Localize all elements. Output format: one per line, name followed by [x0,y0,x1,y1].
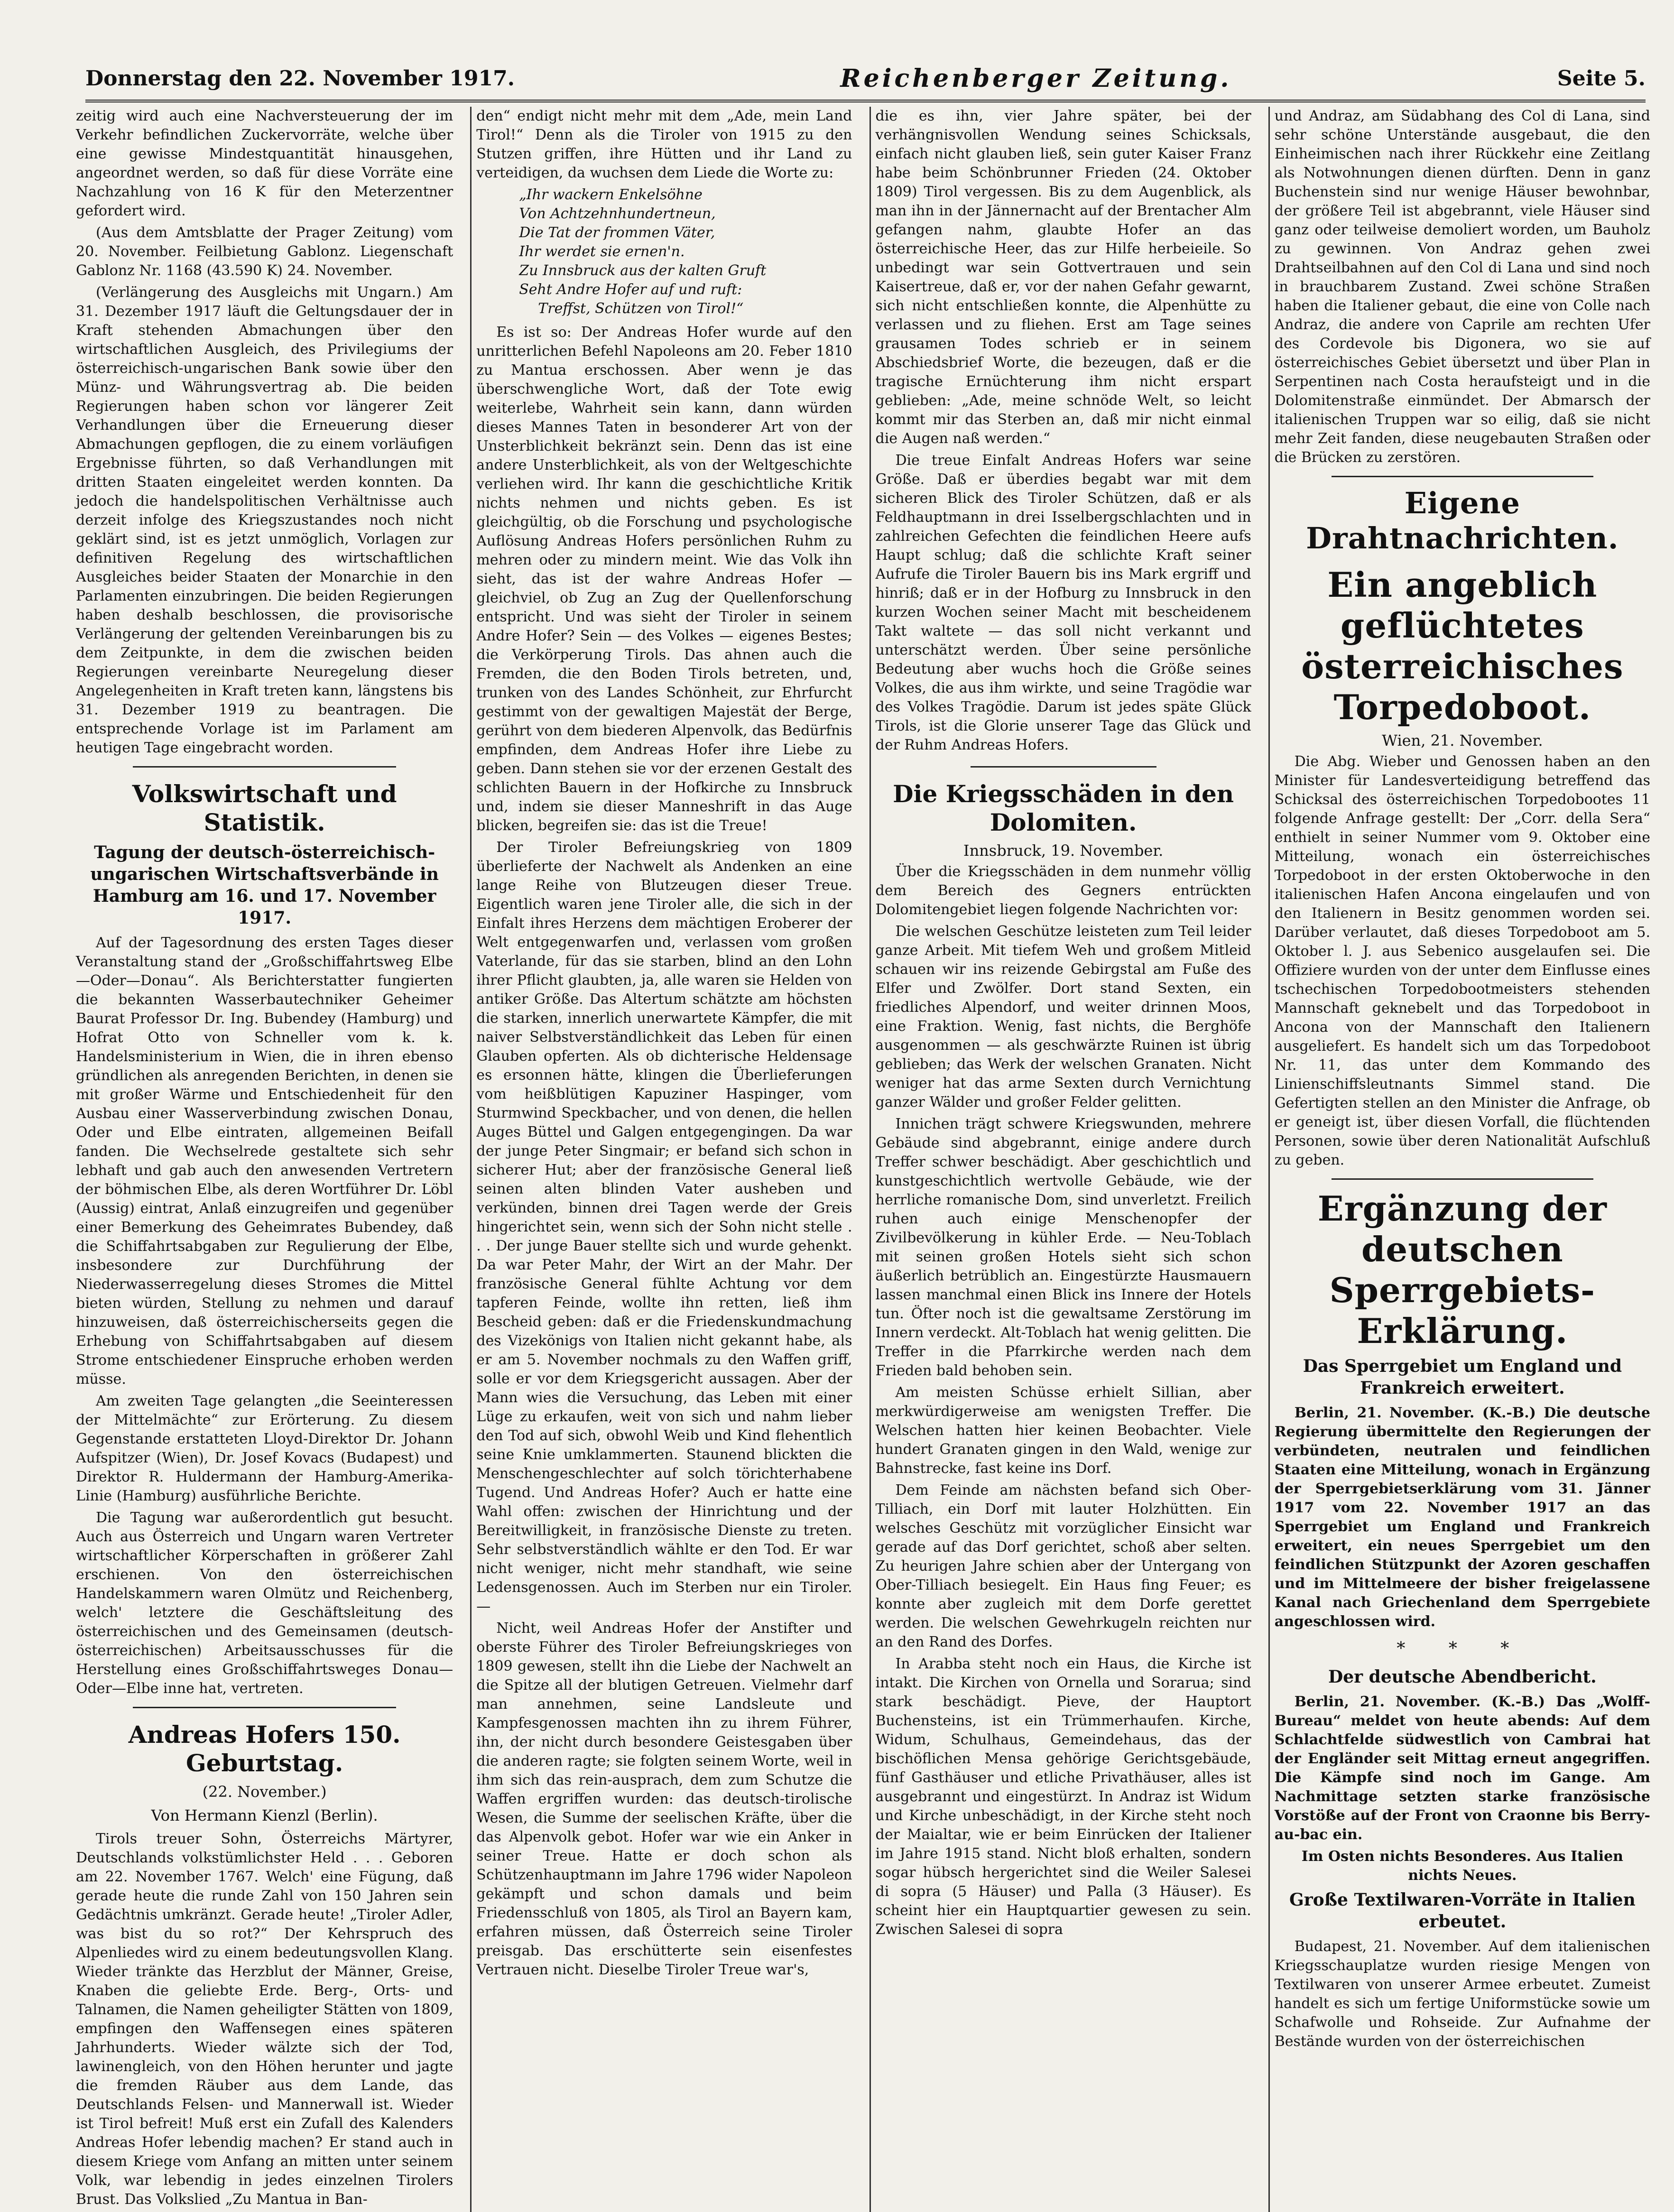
poem-line: Zu Innsbruck aus der kalten Gruft [519,262,767,279]
paragraph: zeitig wird auch eine Nachversteuerung der im Verkehr befindlichen Zuckervorräte, welche über eine gewisse Mindestquantität hinausgehen, angeordnet werden, so daß für diese Vorräte eine Nachzahlung von 16 K für den Meterzentner gefordert wird. [76,108,453,219]
paragraph: Berlin, 21. November. (K.-B.) Das „Wolff-Bureau“ meldet von heute abends: Auf dem Schlachtfelde südwestlich von Cambrai hat der Engländer seit Mittag erneut angegriffen. Die Kämpfe sind noch im Gange. Am Nachmittage setzten starke französische Vorstöße auf der Front von Craonne bis Berry-au-bac ein. [1274,1694,1650,1843]
divider [1332,476,1593,477]
article-title: Andreas Hofers 150. Geburtstag. [128,1721,401,1777]
column-2 [470,107,857,2212]
poem-line: Ihr werdet sie ernen'n. [519,243,685,260]
paragraph: Der Tiroler Befreiungskrieg von 1809 überlieferte der Nachwelt als Andenken an eine lange Reihe von Blutzeugen dieser Treue. Eigentlich waren jene Tiroler alle, die sich in der Einfalt ihres Herzens dem mächtigen Eroberer der Welt entgegenwarfen und, verlassen vom großen Vaterlande, für das sie starben, blind an den Lohn ihrer Pflicht glaubten, ja, alle waren sie Helden von antiker Größe. Das Altertum schätzte am höchsten die starken, innerlich unerwartete Kämpfer, die mit naiver Selbstverständlichkeit das Leben für einen Glauben opferten. Als ob dichterische Heldensage es ersonnen hätte, klingen die Überlieferungen vom heißblütigen Kapuziner Haspinger, vom Sturmwind Speckbacher, und von denen, die hellen Auges Büttel und Galgen entgegengingen. Da war der junge Peter Singmair; er befand sich schon in sicherer Hut; aber der französische General ließ seinen alten blinden Vater ausheben und verkünden, binnen drei Tagen werde der Greis hingerichtet sein, wenn sich der Sohn nicht stelle . . . Der junge Bauer stellte sich und wurde gehenkt. Da war Peter Mahr, der Wirt an der Mahr. Der französische General fühlte Achtung vor dem tapferen Feinde, wollte ihn retten, ließ ihm Bescheid geben: daß er die Friedenskundmachung des Vizekönigs von Italien nicht gekannt habe, als er am 5. November nochmals zu den Waffen griff, solle er vor dem Kriegsgericht aussagen. Aber der Mann wies die Versuchung, das Leben mit einer Lüge zu erkaufen, weit von sich und nahm lieber den Tod auf sich, obwohl Weib und Kind flehentlich seine Knie umklammerten. Staunend blickten die Menschengeschlechter auf solch törichterhabene Tugend. Und Andreas Hofer? Auch er hatte eine Wahl offen: zwischen der Hinrichtung und der Bereitwilligkeit, in französische Dienste zu treten. Sehr selbstverständlich wählte er den Tod. Er war nicht weniger, nicht mehr standhaft, wie seine Ledensgenossen. Auch im Sterben nur ein Tiroler. — [476,839,852,1615]
column-3 [869,107,1256,2212]
divider [1332,1178,1593,1180]
paragraph: und Andraz, am Südabhang des Col di Lana, sind sehr schöne Unterstände ausgebaut, die den Einheimischen nach ihrer Rückkehr eine Zeitlang als Notwohnungen dienen dürften. Denn in ganz Buchenstein sind nur wenige Häuser bewohnbar, der größere Teil ist abgebrannt, viele Häuser sind ganz oder teilweise demoliert worden, um Bauholz zu gewinnen. Von Andraz gehen zwei Drahtseilbahnen auf den Col di Lana und sind noch in brauchbarem Zustand. Zwei schöne Straßen haben die Italiener gebaut, die eine von Colle nach Andraz, die andere von Caprile am rechten Ufer des Cordevole bis Digonera, wo sie auf österreichisches Gebiet übersetzt und über Plan in Serpentinen nach Costa heraufsteigt und in die Dolomitenstraße einmündet. Der Abmarsch der italienischen Truppen war so eilig, daß sie nicht mehr Zeit fanden, diese neugebauten Straßen oder die Brücken zu zerstören. [1274,108,1650,466]
paragraph: Die Abg. Wieber und Genossen haben an den Minister für Landesverteidigung betreffend das Schicksal des österreichischen Torpedobootes 11 folgende Anfrage gestellt: Der „Corr. della Sera“ enthielt in seiner Nummer vom 9. Oktober eine Mitteilung, wonach ein österreichisches Torpedoboot in der ersten Oktoberwoche in den italienischen Hafen Ancona eingelaufen und von den Italienern in Besitz genommen worden sei. Darüber verlautet, daß dieses Torpedoboot am 5. Oktober l. J. aus Sebenico ausgelaufen sei. Die Offiziere wurden von der unter dem Einflusse eines tschechischen Torpedobootmeisters stehenden Mannschaft geknebelt und das Torpedoboot in Ancona von der Mannschaft den Italienern ausgeliefert. Es handelt sich um das Torpedoboot Nr. 11, das unter dem Kommando des Linienschiffsleutnants Simmel stand. Die Gefertigten stellen an den Minister die Anfrage, ob er geneigt ist, über diesen Vorfall, die flüchtenden Personen, sowie über deren Nationalität Aufschluß zu geben. [1274,753,1650,1168]
page-header [85,57,1646,102]
paragraph: In Arabba steht noch ein Haus, die Kirche ist intakt. Die Kirchen von Ornella und Sorarua; sind stark beschädigt. Pieve, der Hauptort Buchensteins, ist ein Trümmerhaufen. Kirche, Widum, Schulhaus, Gemeindehaus, das der bischöflichen Mensa gehörige Gerichtsgebäude, fünf Gasthäuser und etliche Privathäuser, alles ist ausgebrannt und eingestürzt. In Andraz ist Widum und Kirche unbeschädigt, in der Kirche steht noch der Maialtar, wie er beim Einrücken der Italiener im Jahre 1915 stand. Nicht bloß erhalten, sondern sogar hübsch hergerichtet sind die Weiler Salesei di sopra (5 Häuser) und Palla (3 Häuser). Es scheint hier ein Hauptquartier gewesen zu sein. Zwischen Salesei di sopra [875,1656,1251,1938]
divider [971,766,1156,768]
article-byline: Von Hermann Kienzl (Berlin). [151,1806,378,1824]
article-subtitle: Das Sperrgebiet um England und Frankreich erweitert. [1303,1356,1622,1398]
paragraph: Auf der Tagesordnung des ersten Tages dieser Veranstaltung stand der „Großschiffahrtsweg Elbe—Oder—Donau“. Als Berichterstatter fungierten die bekannten Wasserbautechniker Geheimer Baurat Professor Dr. Ing. Bubendey (Hamburg) und Hofrat Otto von Schneller vom k. k. Handelsministerium in Wien, die in ihren ebenso gründlichen als anregenden Berichten, in denen sie mit großer Wärme und Entschiedenheit für den Ausbau einer Wasserverbindung zwischen Donau, Oder und Elbe eintraten, allgemeinen Beifall fanden. Die Wechselrede gestaltete sich sehr lebhaft und gab auch den anwesenden Vertretern der böhmischen Elbe, als deren Wortführer Dr. Löbl (Aussig) eintrat, Anlaß einzugreifen und gegenüber einer Bemerkung des Geheimrates Bubendey, daß die Schiffahrtsabgaben zur Regulierung der Elbe, insbesondere zur Durchführung der Niederwasserregelung dieses Stromes die Mittel bieten würden, Stellung zu nehmen und darauf hinzuweisen, daß österreichischerseits gegen die Erhebung von Schiffahrtsabgaben auf diesem Strome entschiedener Einspruche erhoben werden müsse. [76,935,453,1388]
paragraph: Am zweiten Tage gelangten „die Seeinteressen der Mittelmächte“ zur Erörterung. Zu diesem Gegenstande erstatteten Lloyd-Direktor Dr. Johann Aufspitzer (Wien), Dr. Josef Kovacs (Budapest) und Direktor R. Huldermann der Hamburg-Amerika-Linie (Hamburg) ausführliche Berichte. [76,1393,453,1504]
paragraph: Budapest, 21. November. Auf dem italienischen Kriegsschauplatze wurden riesige Mengen von Textilwaren von unserer Armee erbeutet. Zumeist handelt es sich um fertige Uniformstücke sowie um Schafwolle und Rohseide. Zur Aufnahme der Bestände wurden von der österreichischen [1274,1938,1650,2050]
paragraph: Am meisten Schüsse erhielt Sillian, aber merkwürdigerweise am wenigsten Treffer. Die Welschen hatten hier keinen Beobachter. Viele hundert Granaten gingen in den Wald, wenige zur Bahnstrecke, fast keine ins Dorf. [875,1384,1251,1477]
paragraph: Berlin, 21. November. (K.-B.) Die deutsche Regierung übermittelte den Regierungen der verbündeten, neutralen und feindlichen Staaten eine Mitteilung, wonach in Ergänzung der Sperrgebietserklärung vom 31. Jänner 1917 vom 22. November 1917 an das Sperrgebiet um England und Frankreich erweitert, ein neues Sperrgebiet um den feindlichen Stützpunkt der Azoren geschaffen und im Mittelmeere der bisher freigelassene Kanal nach Griechenland dem Sperrgebiete angeschlossen wird. [1274,1405,1650,1630]
paragraph: Im Osten nichts Besonderes. Aus Italien nichts Neues. [1301,1848,1623,1884]
article-title: Die Kriegsschäden in den Dolomiten. [893,780,1234,836]
article-title: Ein angeblich geflüchtetes österreichisches Torpedoboot. [1301,565,1624,727]
paragraph: Es ist so: Der Andreas Hofer wurde auf den unritterlichen Befehl Napoleons am 20. Feber 1810 zu Mantua erschossen. Aber wenn je das überschwengliche Wort, daß der Tote ewig weiterlebe, Wahrheit sein kann, dann würden dieses Mannes Taten in besonderer Art von der Unsterblichkeit bekränzt sein. Denn das ist eine andere Unsterblichkeit, als von der Weltgeschichte verliehen wird. Ihr kann die geschichtliche Kritik nichts nehmen und nichts geben. Es ist gleichgültig, ob die Forschung und psychologische Auflösung Andreas Hofers persönlichen Ruhm zu mehren oder zu mindern meint. Wie das Volk ihn sieht, das ist der wahre Andreas Hofer — gleichviel, ob Zug an Zug der Quellenforschung entspricht. Und was sieht der Tiroler in seinem Andre Hofer? Sein — des Volkes — eigenes Bestes; die Verkörperung Tirols. Das ahnen auch die Fremden, die den Boden Tirols betreten, und, trunken von des Landes Schönheit, zur Ehrfurcht gestimmt von der gewaltigen Majestät der Berge, gerührt von dem biederen Alpenvolk, das Bedürfnis empfinden, dem Andreas Hofer ihre Liebe zu geben. Dann stehen sie vor der erzenen Gestalt des schlichten Bauern in der Hofkirche zu Innsbruck und, indem sie dieser Manneshrift in das Auge blicken, begreifen sie: das ist die Treue! [476,324,852,834]
article-title: Ergänzung der deutschen Sperrgebiets-Erklärung. [1317,1188,1607,1351]
paragraph: Die welschen Geschütze leisteten zum Teil leider ganze Arbeit. Mit tiefem Weh und großem Mitleid schauen wir ins reizende Gebirgstal am Fuße des Elfer und Zwölfer. Dort stand Sexten, ein friedliches Alpendorf, und weiter drinnen Moos, eine Fraktion. Wenig, fast nichts, die Berghöfe ausgenommen — als geschwärzte Ruinen ist übrig geblieben; das Werk der welschen Granaten. Nicht weniger hat das arme Sexten durch Vernichtung ganzer Wälder und großer Felder gelitten. [875,923,1251,1111]
paragraph: Innichen trägt schwere Kriegswunden, mehrere Gebäude sind abgebrannt, einige andere durch Treffer schwer beschädigt. Aber geschichtlich und kunstgeschichtlich wertvolle Gebäude, wie der herrliche romanische Dom, sind unverletzt. Freilich ruhen auch einige Menschenopfer der Zivilbevölkerung in kühler Erde. — Neu-Toblach mit seinen großen Hotels sieht sich schon äußerlich betrüblich an. Eingestürzte Hausmauern lassen manchmal einen Blick ins Innere der Hotels tun. Öfter noch ist die gewaltsame Zerstörung im Innern verdeckt. Alt-Toblach hat wenig gelitten. Die Treffer in die Pfarrkirche werden nach dem Frieden bald behoben sein. [875,1116,1251,1379]
article-title: Der deutsche Abendbericht. [1328,1667,1597,1687]
poem-line: Seht Andre Hofer auf und ruft: [519,281,742,298]
paragraph: Die treue Einfalt Andreas Hofers war seine Größe. Daß er überdies begabt war mit dem sicheren Blick des Tiroler Schützen, daß er als Feldhauptmann in drei Isselbergschlachten und in zahlreichen Gefechten die feindlichen Heere aufs Haupt schlug; daß die schlichte Kraft seiner Aufrufe die Tiroler Bauern bis ins Mark ergriff und hinriß; daß er in der Hofburg zu Innsbruck in den kurzen Wochen seiner Macht mit bescheidenem Takt waltete — das soll nicht verkannt und unterschätzt werden. Über seine persönliche Bedeutung aber wuchs hoch die Größe seines Volkes, die aus ihm wirkte, und seine Tragödie war des Volkes Tragödie. Darum ist jedes späte Glück Tirols, ist die Glorie unserer Tage das Glück und der Ruhm Andreas Hofers. [875,452,1251,753]
poem-line: „Ihr wackern Enkelsöhne [519,186,703,203]
paragraph: Über die Kriegsschäden in dem nunmehr völlig dem Bereich des Gegners entrückten Dolomitengebiet liegen folgende Nachrichten vor: [875,863,1251,918]
paragraph: Dem Feinde am nächsten befand sich Ober-Tilliach, ein Dorf mit lauter Holzhütten. Ein welsches Geschütz mit vorzüglicher Einsicht war gerade auf das Dorf gerichtet, schoß aber selten. Zu heurigen Jahre schien aber der Untergang von Ober-Tilliach besiegelt. Ein Haus fing Feuer; es konnte aber zugleich mit dem Dorfe gerettet werden. Die welschen Gewehrkugeln reichten nur an den Rand des Dorfes. [875,1482,1251,1650]
poem [519,185,852,318]
article-title: Tagung der deutsch-österreichisch-ungarischen Wirtschaftsverbände in Hamburg am 16. und 17. November 1917. [90,842,439,928]
paragraph: den“ endigt nicht mehr mit dem „Ade, mein Land Tirol!“ Denn als die Tiroler von 1915 zu den Stutzen griffen, ihre Hütten und ihr Land zu verteidigen, da wuchsen dem Liede die Worte zu: [476,108,852,181]
page-number: Seite 5. [1557,66,1646,91]
paragraph: (Aus dem Amtsblatte der Prager Zeitung) vom 20. November. Feilbietung Gablonz. Liegenschaft Gablonz Nr. 1168 (43.590 K) 24. November. [76,224,453,279]
paragraph: die es ihn, vier Jahre später, bei der verhängnisvollen Wendung seines Schicksals, einfach nicht glauben ließ, sein guter Kaiser Franz habe beim Schönbrunner Frieden (24. Oktober 1809) Tirol vergessen. Bis zu dem Augenblick, als man ihn in der Jännernacht auf der Brentacher Alm gefangen nahm, glaubte Hofer an das österreichische Heer, das zur Hilfe herbeieile. So unbedingt war sein Gottvertrauen und sein Kaisertreue, daß er, vor der nahen Gefahr gewarnt, sich nicht entschließen konnte, die Alpenhütte zu verlassen und zu fliehen. Erst am Tage seines grausamen Todes schrieb er in seinem Abschiedsbrief Worte, die bezeugen, daß er die tragische Ernüchterung ihm nicht erspart geblieben: „Ade, meine schnöde Welt, so leicht kommt mir das Sterben an, daß mir nicht einmal die Augen naß werden.“ [875,108,1251,447]
dateline: Innsbruck, 19. November. [963,842,1164,860]
section-title: Volkswirtschaft und Statistik. [132,780,397,836]
poem-line: Treffst, Schützen von Tirol!“ [538,300,744,317]
divider [133,766,396,768]
paragraph: (Verlängerung des Ausgleichs mit Ungarn.) Am 31. Dezember 1917 läuft die Geltungsdauer der in Kraft stehenden Abmachungen über den wirtschaftlichen Ausgleich, des Privilegiums der österreichisch-ungarischen Bank sowie über den Münz- und Währungsvertrag ab. Die beiden Regierungen haben schon vor längerer Zeit Verhandlungen über die Erneuerung dieser Abmachungen gepflogen, die zu einem vorläufigen Ergebnisse führten, so daß Verhandlungen mit dritten Staaten eingeleitet werden konnten. Da jedoch die handelspolitischen Verhältnisse auch derzeit infolge des Kriegszustandes noch nicht geklärt sind, ist es jetzt unmöglich, Vorlagen zur definitiven Regelung des wirtschaftlichen Ausgleiches beider Staaten der Monarchie in den Parlamenten einzubringen. Die beiden Regierungen haben deshalb beschlossen, die provisorische Verlängerung der geltenden Vereinbarungen bis zu dem Zeitpunkte, in dem die zwischen beiden Regierungen vereinbarte Neuregelung dieser Angelegenheiten in Kraft treten kann, längstens bis 31. Dezember 1919 zu beantragen. Die entsprechende Vorlage ist im Parlament am heutigen Tage eingebracht worden. [76,284,453,756]
column-4 [1268,107,1655,2212]
paragraph: Nicht, weil Andreas Hofer der Anstifter und oberste Führer des Tiroler Befreiungskrieges von 1809 gewesen, stellt ihn die Liebe der Nachwelt an die Spitze all der blutigen Getreuen. Vielmehr darf man annehmen, seine Landsleute und Kampfesgenossen machten ihn zu ihrem Führer, ihn, der nicht durch besondere Geistesgaben über die anderen ragte; sie folgten seinem Worte, weil in ihm sich das rein-ausprach, dem zum Schutze die Waffen ergriffen wurden: das deutsch-tirolische Wesen, die Summe der seelischen Kräfte, über die das Alpenvolk gebot. Hofer war wie ein Anker in seiner Treue. Hatte er doch schon als Schützenhauptmann im Jahre 1796 wider Napoleon gekämpft und schon damals und beim Friedensschluß von 1805, als Tirol an Bayern kam, erfahren müssen, daß Österreich seine Tiroler preisgab. Das erschütterte sein eisenfestes Vertrauen nicht. Dieselbe Tiroler Treue war's, [476,1620,852,1978]
column-1 [71,107,458,2212]
poem-line: Die Tat der frommen Väter, [519,224,715,241]
section-title: Eigene Drahtnachrichten. [1306,486,1619,555]
divider [133,1707,396,1708]
poem-line: Von Achtzehnhundertneun, [519,205,716,222]
dateline: Wien, 21. November. [1382,731,1543,750]
paragraph: Die Tagung war außerordentlich gut besucht. Auch aus Österreich und Ungarn waren Vertreter wirtschaftlicher Körperschaften in größerer Zahl erschienen. Von den österreichischen Handelskammern waren Olmütz und Reichenberg, welch' letztere die Geschäftsleitung des österreichischen und des Gemeinsamen (deutsch-österreichischen) Arbeitsausschusses für die Herstellung eines Großschiffahrtsweges Donau—Oder—Elbe inne hat, vertreten. [76,1509,453,1697]
paragraph: Tirols treuer Sohn, Österreichs Märtyrer, Deutschlands volkstümlichster Held . . . Geboren am 22. November 1767. Welch' eine Fügung, daß gerade heute die runde Zahl von 150 Jahren sein Gedächtnis umkränzt. Gerade heute! „Tiroler Adler, was bist du so rot?“ Der Kehrspruch des Alpenliedes wird zu einem bedeutungsvollen Klang. Wieder tränkte das Herzblut der Männer, Greise, Knaben die geliebte Erde. Berg-, Orts- und Talnamen, die Namen geheiligter Stätten von 1809, empfingen den Waffensegen eines späteren Jahrhunderts. Wieder wälzte sich der Tod, lawinengleich, von den Höhen herunter und jagte die fremden Räuber aus dem Lande, das Deutschlands Felsen- und Mannerwall ist. Wieder ist Tirol befreit! Muß erst ein Zufall des Kalenders Andreas Hofer lebendig machen? Er stand auch in diesem Kriege vom Anfang an mitten unter seinem Volk, war lebendig in jedes einzelnen Tirolers Brust. Das Volkslied „Zu Mantua in Ban- [76,1831,453,2208]
section-separator: * * * [1397,1639,1528,1658]
article-date: (22. November.) [202,1783,327,1801]
article-columns [71,107,1655,2208]
masthead: Reichenberger Zeitung. [840,64,1232,93]
issue-date: Donnerstag den 22. November 1917. [85,66,515,91]
article-title: Große Textilwaren-Vorräte in Italien erbeutet. [1289,1890,1636,1932]
